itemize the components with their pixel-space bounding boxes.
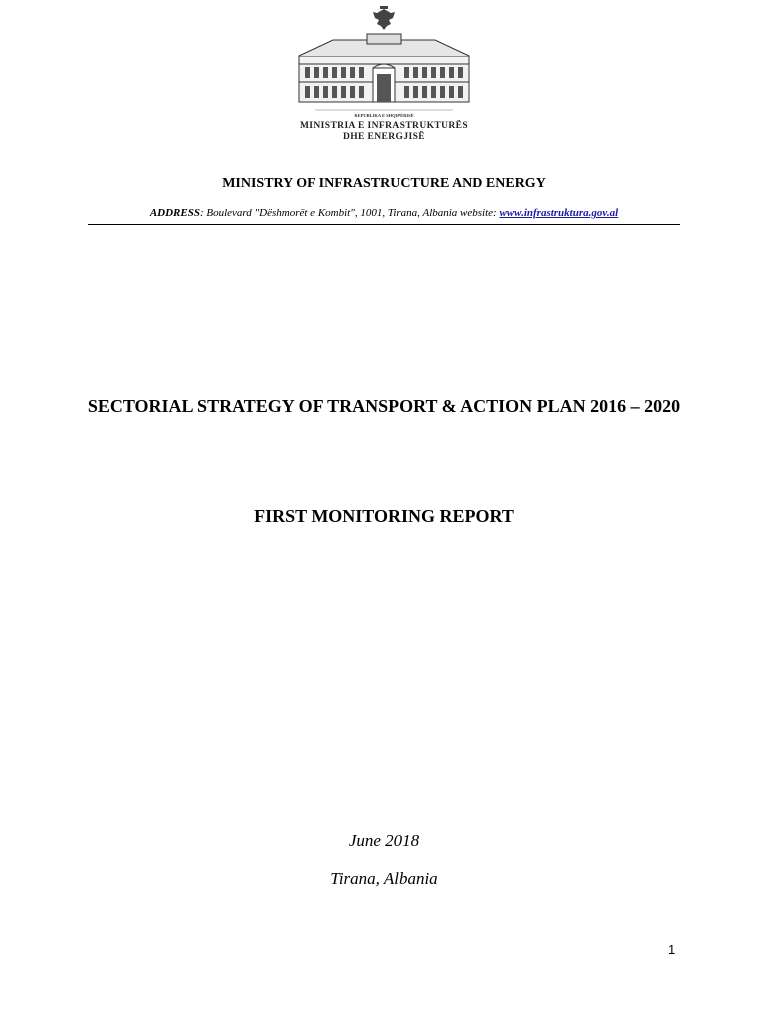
report-date: June 2018 [348, 831, 420, 850]
address-text: : Boulevard "Dëshmorët e Kombit", 1001, Tirana, Albania website: [199, 207, 500, 219]
ministry-building-emblem-icon [293, 4, 475, 144]
address-line [0, 207, 768, 219]
document-title: SECTORIAL STRATEGY OF TRANSPORT & ACTION PLAN 2016 – 2020 [87, 396, 681, 416]
document-subtitle: FIRST MONITORING REPORT [254, 506, 514, 526]
eagle-crest-icon [373, 6, 395, 30]
ministry-logo [293, 4, 475, 144]
logo-line1: REPUBLIKA E SHQIPËRISË [354, 113, 414, 118]
page-number: 1 [668, 942, 676, 957]
website-link[interactable]: www.infrastruktura.gov.al [499, 207, 619, 219]
logo-line2: MINISTRIA E INFRASTRUKTURËS [299, 121, 469, 131]
address-label: ADDRESS [149, 207, 200, 219]
ministry-name: MINISTRY OF INFRASTRUCTURE AND ENERGY [222, 176, 546, 191]
report-place: Tirana, Albania [330, 869, 438, 888]
logo-line3: DHE ENERGJISË [342, 132, 426, 142]
header-divider [88, 224, 680, 225]
